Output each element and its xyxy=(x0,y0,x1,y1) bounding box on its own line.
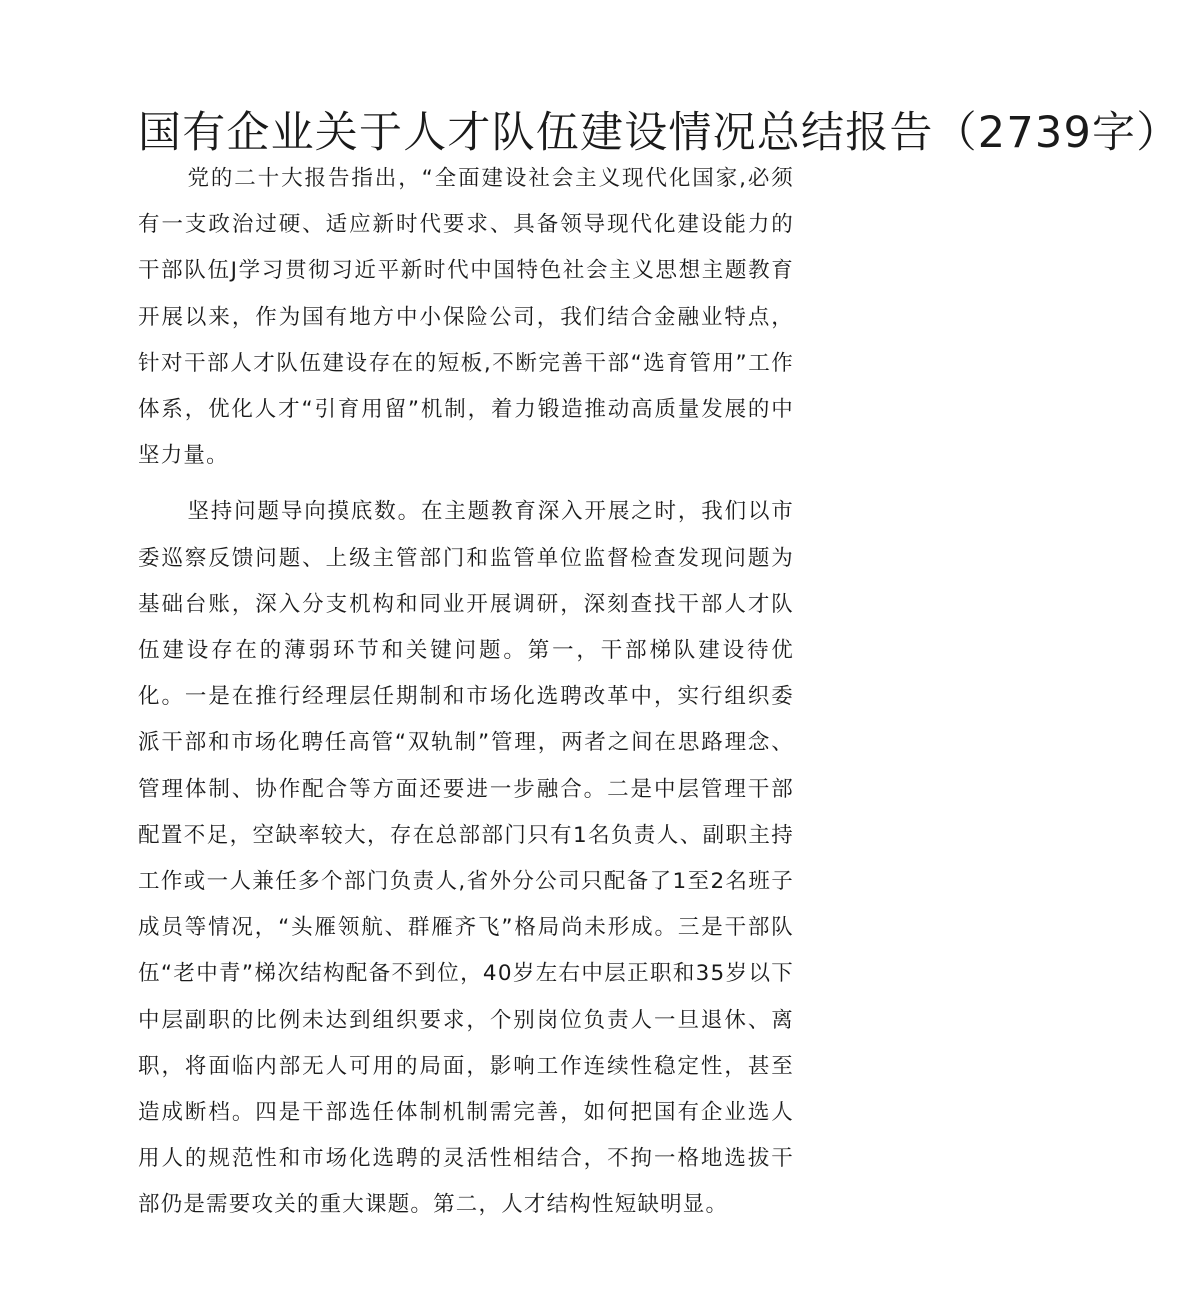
document-title: 国有企业关于人才队伍建设情况总结报告（2739字） xyxy=(138,108,1180,158)
document-body xyxy=(138,108,1180,1229)
paragraph-gap xyxy=(138,479,794,489)
paragraph-problem-analysis: 坚持问题导向摸底数。在主题教育深入开展之时，我们以市委巡察反馈问题、上级主管部门和监管单位监督检查发现问题为基础台账，深入分支机构和同业开展调研，深刻查找干部人才队伍建设存在的薄弱环节和关键问题。第一，干部梯队建设待优化。一是在推行经理层任期制和市场化选聘改革中，实行组织委派干部和市场化聘任高管“双轨制”管理，两者之间在思路理念、管理体制、协作配合等方面还要进一步融合。二是中层管理干部配置不足，空缺率较大，存在总部部门只有1名负责人、副职主持工作或一人兼任多个部门负责人,省外分公司只配备了1至2名班子成员等情况，“头雁领航、群雁齐飞”格局尚未形成。三是干部队伍“老中青”梯次结构配备不到位，40岁左右中层正职和35岁以下中层副职的比例未达到组织要求，个别岗位负责人一旦退休、离职，将面临内部无人可用的局面，影响工作连续性稳定性，甚至造成断档。四是干部选任体制机制需完善，如何把国有企业选人用人的规范性和市场化选聘的灵活性相结合，不拘一格地选拔干部仍是需要攻关的重大课题。第二，人才结构性短缺明显。 xyxy=(138,499,794,1218)
paragraph-intro: 党的二十大报告指出，“全面建设社会主义现代化国家,必须有一支政治过硬、适应新时代要求、具备领导现代化建设能力的干部队伍J学习贯彻习近平新时代中国特色社会主义思想主题教育开展以来，作为国有地方中小保险公司，我们结合金融业特点，针对干部人才队伍建设存在的短板,不断完善干部“选育管用”工作体系，优化人才“引育用留”机制，着力锻造推动高质量发展的中坚力量。 xyxy=(138,166,794,469)
